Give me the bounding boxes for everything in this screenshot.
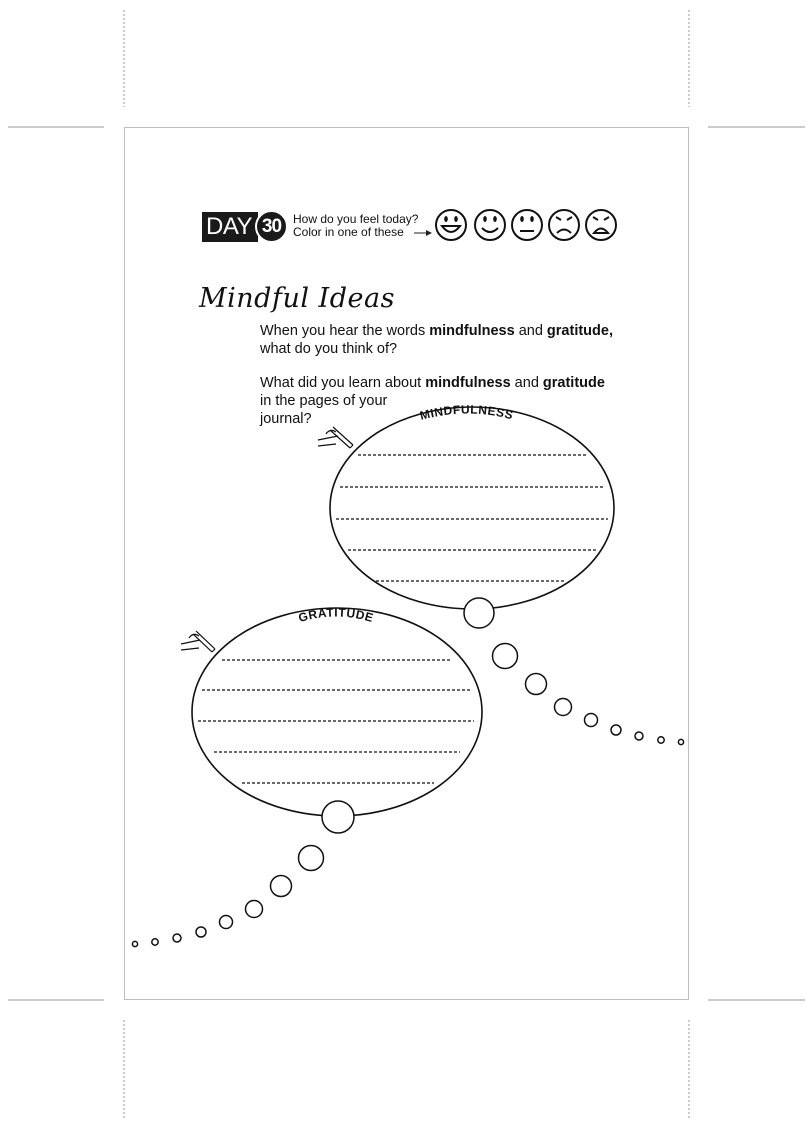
pencil-hand-icon — [318, 427, 353, 448]
feel-line-1: How do you feel today? — [293, 212, 419, 226]
mindfulness-label: MINDFULNESS — [418, 402, 515, 423]
prompt-2: What did you learn about mindfulness and gratitude in the pages of your journal? — [260, 375, 605, 427]
mindfulness-trail — [464, 598, 684, 745]
pencil-hand-icon — [181, 631, 215, 652]
gratitude-bubble — [192, 605, 482, 816]
section-title: Mindful Ideas — [199, 283, 395, 314]
prompt-1: When you hear the words mindfulness and gratitude, what do you think of? — [260, 323, 613, 357]
mindfulness-bubble — [330, 402, 614, 609]
day-number: 30 — [255, 210, 288, 243]
gratitude-label: GRATITUDE — [296, 605, 376, 626]
gratitude-trail — [132, 801, 354, 947]
feel-line-2: Color in one of these — [293, 225, 404, 239]
day-label: DAY — [202, 212, 258, 242]
